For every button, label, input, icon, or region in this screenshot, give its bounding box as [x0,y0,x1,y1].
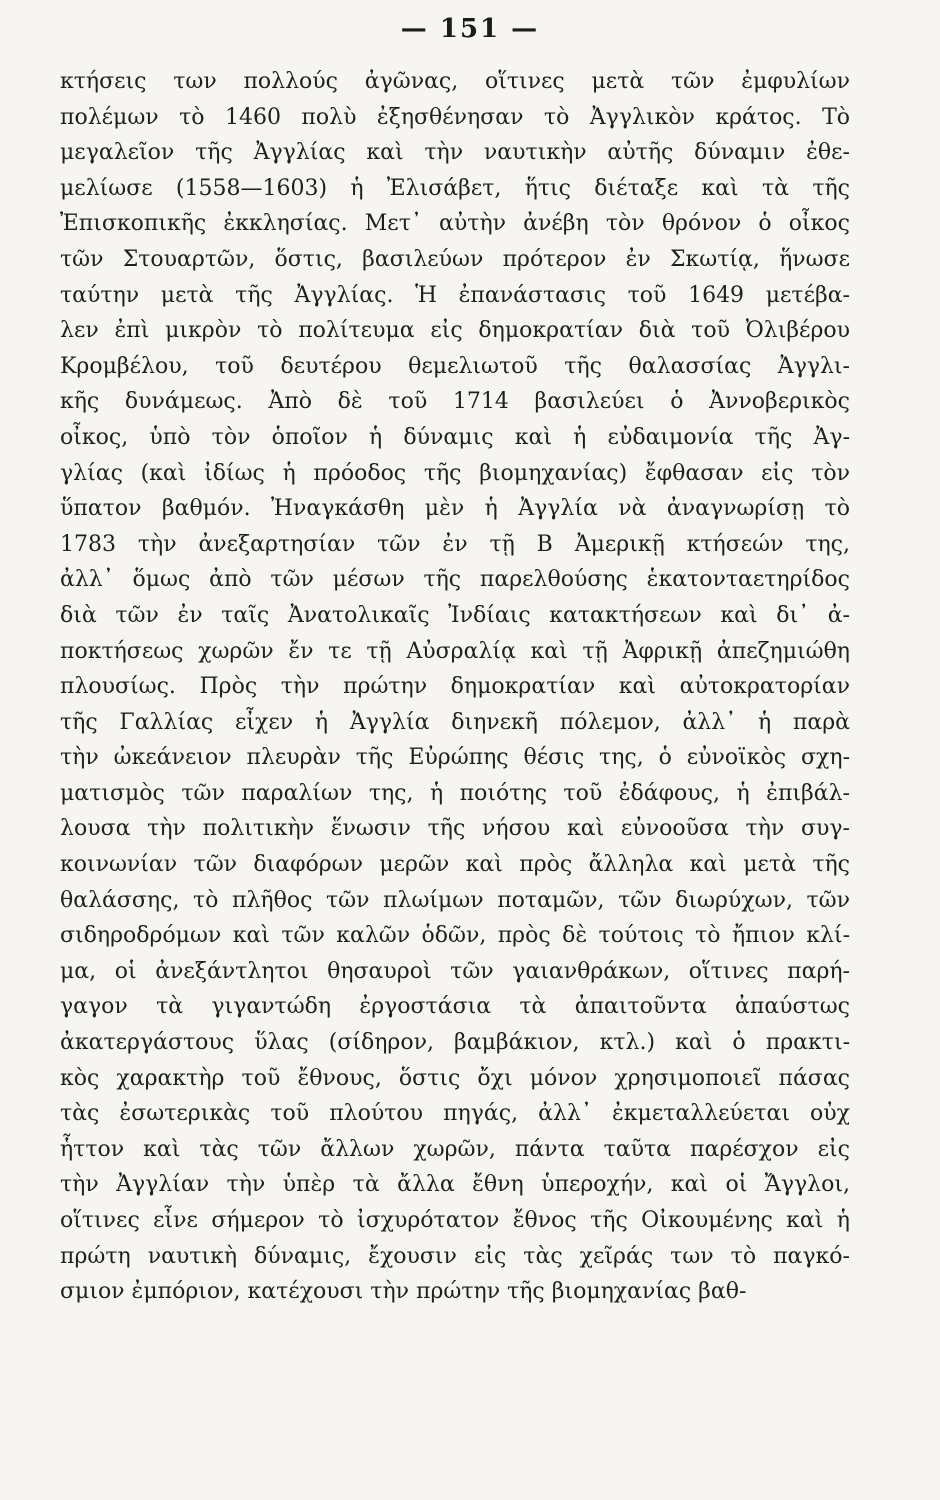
text-line: μεγαλεῖον τῆς Ἀγγλίας καὶ τὴν ναυτικὴν αὐτῆς δύναμιν ἐθε- [60,140,850,166]
text-line: ἧττον καὶ τὰς τῶν ἄλλων χωρῶν, πάντα ταῦτα παρέσχον εἰς [60,1136,850,1162]
text-line: σιδηροδρόμων καὶ τῶν καλῶν ὁδῶν, πρὸς δὲ τούτοις τὸ ἤπιον κλί- [60,923,850,949]
text-line: κὸς χαρακτὴρ τοῦ ἔθνους, ὅστις ὄχι μόνον χρησιμοποιεῖ πάσας [60,1065,850,1091]
text-line: κτήσεις των πολλούς ἀγῶνας, οἵτινες μετὰ τῶν ἐμφυλίων [60,69,850,94]
text-line: λουσα τὴν πολιτικὴν ἕνωσιν τῆς νήσου καὶ εὐνοοῦσα τὴν συγ- [60,816,850,842]
text-line: τὰς ἐσωτερικὰς τοῦ πλούτου πηγάς, ἀλλ᾽ ἐκμεταλλεύεται οὐχ [60,1101,850,1127]
body-text [60,64,850,1310]
text-line: μα, οἱ ἀνεξάντλητοι θησαυροὶ τῶν γαιανθράκων, οἵτινες παρή- [60,958,850,984]
text-line: κῆς δυνάμεως. Ἀπὸ δὲ τοῦ 1714 βασιλεύει ὁ Ἀννοβερικὸς [60,389,850,415]
text-line: ἀλλ᾽ ὅμως ἀπὸ τῶν μέσων τῆς παρελθούσης ἑκατονταετηρίδος [60,567,850,593]
text-line: κοινωνίαν τῶν διαφόρων μερῶν καὶ πρὸς ἄλληλα καὶ μετὰ τῆς [60,852,850,878]
text-line: ποκτήσεως χωρῶν ἔν τε τῇ Αὐσραλίᾳ καὶ τῇ Ἀφρικῇ ἀπεζημιώθη [60,638,850,664]
text-line: ἀκατεργάστους ὕλας (σίδηρον, βαμβάκιον, κτλ.) καὶ ὁ πρακτι- [60,1030,850,1056]
text-line: θαλάσσης, τὸ πλῆθος τῶν πλωίμων ποταμῶν, τῶν διωρύχων, τῶν [60,887,850,913]
text-line: τῆς Γαλλίας εἶχεν ἡ Ἀγγλία διηνεκῆ πόλεμον, ἀλλ᾽ ἡ παρὰ [60,709,850,735]
text-line: διὰ τῶν ἐν ταῖς Ἀνατολικαῖς Ἰνδίαις κατακτήσεων καὶ δι᾽ ἀ- [60,602,850,628]
text-line: Κρομβέλου, τοῦ δευτέρου θεμελιωτοῦ τῆς θαλασσίας Ἀγγλι- [60,353,850,379]
text-line: οἵτινες εἶνε σήμερον τὸ ἰσχυρότατον ἔθνος τῆς Οἰκουμένης καὶ ἡ [60,1208,850,1233]
text-line: ματισμὸς τῶν παραλίων της, ἡ ποιότης τοῦ ἐδάφους, ἡ ἐπιβάλ- [60,780,850,806]
text-line: τὴν ὠκεάνειον πλευρὰν τῆς Εὐρώπης θέσις της, ὁ εὐνοϊκὸς σχη- [60,745,850,771]
text-line: τὴν Ἀγγλίαν τὴν ὑπὲρ τὰ ἄλλα ἔθνη ὑπεροχήν, καὶ οἱ Ἄγγλοι, [60,1172,850,1198]
text-line: 1783 τὴν ἀνεξαρτησίαν τῶν ἐν τῇ Β Ἀμερικῇ κτήσεών της, [60,531,850,557]
text-line: ὕπατον βαθμόν. Ἠναγκάσθη μὲν ἡ Ἀγγλία νὰ ἀναγνωρίσῃ τὸ [60,496,850,522]
text-line: Ἐπισκοπικῆς ἐκκλησίας. Μετ᾽ αὐτὴν ἀνέβη τὸν θρόνον ὁ οἶκος [60,211,850,237]
text-line: πλουσίως. Πρὸς τὴν πρώτην δημοκρατίαν καὶ αὐτοκρατορίαν [60,674,850,700]
text-line: μελίωσε (1558—1603) ἡ Ἐλισάβετ, ἥτις διέταξε καὶ τὰ τῆς [60,175,850,201]
text-line: σμιον ἐμπόριον, κατέχουσι τὴν πρώτην τῆς βιομηχανίας βαθ- [60,1279,747,1305]
page-number-header: — 151 — [400,14,540,44]
text-line: γλίας (καὶ ἰδίως ἡ πρόοδος τῆς βιομηχανίας) ἔφθασαν εἰς τὸν [60,460,850,486]
text-line: ταύτην μετὰ τῆς Ἀγγλίας. Ἡ ἐπανάστασις τοῦ 1649 μετέβα- [60,282,850,308]
text-line: τῶν Στουαρτῶν, ὅστις, βασιλεύων πρότερον ἐν Σκωτίᾳ, ἥνωσε [60,246,850,272]
text-line: πολέμων τὸ 1460 πολὺ ἐξησθένησαν τὸ Ἀγγλικὸν κράτος. Τὸ [60,104,850,130]
text-line: γαγον τὰ γιγαντώδη ἐργοστάσια τὰ ἀπαιτοῦντα ἀπαύστως [60,994,850,1020]
text-line: οἶκος, ὑπὸ τὸν ὁποῖον ἡ δύναμις καὶ ἡ εὐδαιμονία τῆς Ἀγ- [60,424,850,450]
text-line: πρώτη ναυτικὴ δύναμις, ἔχουσιν εἰς τὰς χεῖράς των τὸ παγκό- [60,1243,850,1269]
text-line: λεν ἐπὶ μικρὸν τὸ πολίτευμα εἰς δημοκρατίαν διὰ τοῦ Ὀλιβέρου [60,318,850,344]
